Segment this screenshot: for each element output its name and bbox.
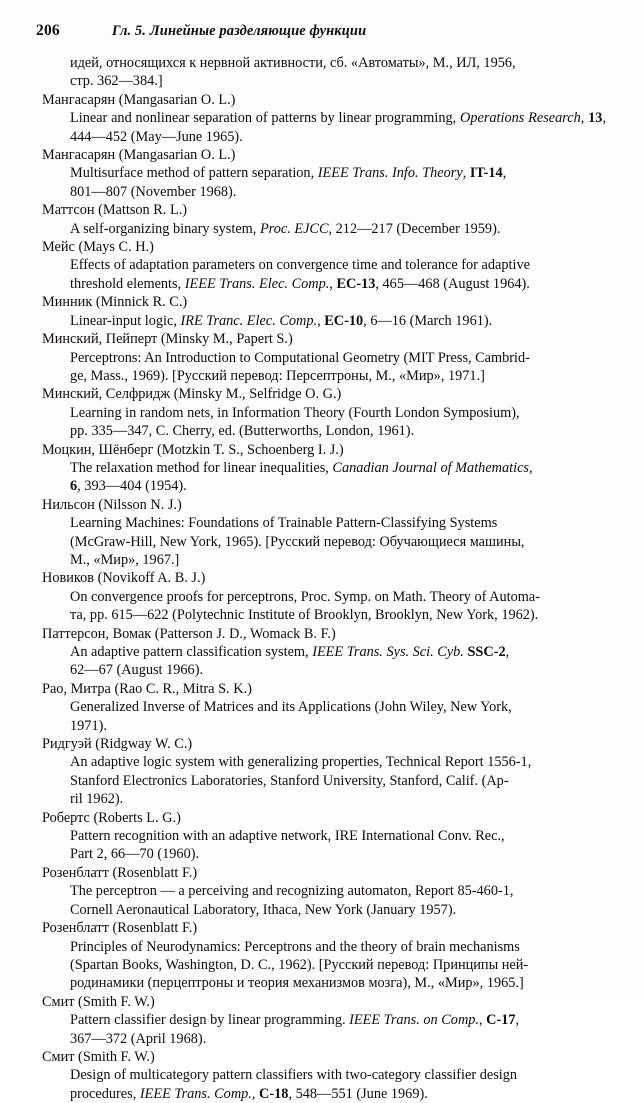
entry-text-segment: IEEE Trans. Elec. Comp. <box>184 275 330 292</box>
entry-text-segment: , <box>329 275 337 292</box>
entry-author: Минский, Селфридж (Minsky M., Selfridge O. G.) <box>42 386 342 403</box>
entry-text-segment: ge, Mass., 1969). [Русский перевод: Персептроны, М., «Мир», 1971.] <box>70 367 485 384</box>
entry-text-segment: 6 <box>70 478 78 495</box>
bibliography-entry <box>42 385 606 440</box>
entry-author: Маттсон (Mattson R. L.) <box>42 202 188 219</box>
bibliography-entry <box>42 293 606 330</box>
entry-author: Мангасарян (Mangasarian O. L.) <box>42 91 236 108</box>
running-title: Гл. 5. Линейные разделяющие функции <box>111 23 367 39</box>
entries-host <box>42 91 606 1103</box>
entry-text-segment: 801—807 (November 1968). <box>70 183 237 200</box>
entry-reference <box>42 938 606 993</box>
bibliography-entry <box>42 238 606 293</box>
entry-text-segment: Multisurface method of pattern separation, <box>70 165 318 182</box>
entry-text-segment: IEEE Trans. on Comp. <box>349 1012 479 1029</box>
entry-text-segment: , <box>502 165 507 182</box>
entry-text-segment: 367—372 (April 1968). <box>70 1030 207 1047</box>
entry-text-segment: , 465—468 (August 1964). <box>375 275 530 292</box>
entry-text-segment: Principles of Neurodynamics: Perceptrons and the theory of brain mechanisms <box>70 938 520 955</box>
entry-text-segment: IEEE Trans. Comp. <box>139 1085 252 1102</box>
continued-entry-line-2: стр. 362—384.] <box>70 73 163 90</box>
entry-text-segment: (Spartan Books, Washington, D. C., 1962). [Русский перевод: Принципы ней- <box>70 956 529 973</box>
entry-text-segment: родинамики (перцептроны и теория механизмов мозга), М., «Мир», 1965.] <box>70 975 524 992</box>
entry-author: Рао, Митра (Rao C. R., Mitra S. K.) <box>42 680 252 697</box>
entry-author: Робертс (Roberts L. G.) <box>42 809 181 826</box>
entry-text-segment: IT-14 <box>469 165 503 182</box>
page-number: 206 <box>36 22 60 39</box>
entry-text-segment: A self-organizing binary system, <box>70 220 260 237</box>
entry-text-segment: Perceptrons: An Introduction to Computational Geometry (MIT Press, Cambrid- <box>70 349 530 366</box>
entry-text-segment: 13 <box>588 110 603 127</box>
entry-reference <box>42 1066 606 1103</box>
bibliography-entry <box>42 441 606 496</box>
entry-author: Мангасарян (Mangasarian O. L.) <box>42 147 236 164</box>
entry-text-segment: 1971). <box>70 717 107 734</box>
entry-text-segment: Operations <box>460 110 525 127</box>
entry-author: Смит (Smith F. W.) <box>42 993 155 1010</box>
entry-reference <box>42 312 606 330</box>
entry-text-segment: Effects of adaptation parameters on convergence time and tolerance for adaptive <box>70 257 530 274</box>
entry-author: Минник (Minnick R. C.) <box>42 294 188 311</box>
entry-text-segment: , 212—217 (December 1959). <box>328 220 501 237</box>
entry-text-segment: On convergence proofs for perceptrons, Proc. Symp. on Math. Theory of Automa- <box>70 588 540 605</box>
entry-text-segment: EC-13 <box>336 275 376 292</box>
entry-author: Паттерсон, Вомак (Patterson J. D., Womack B. F.) <box>42 625 336 642</box>
entry-text-segment: Proc. EJCC <box>259 220 329 237</box>
bibliography-entry <box>42 993 606 1048</box>
bibliography-entry <box>42 146 606 201</box>
entry-text-segment: An adaptive logic system with generalizing properties, Technical Report 1556-1, <box>70 754 532 771</box>
entry-reference <box>42 643 606 680</box>
entry-reference <box>42 698 606 735</box>
bibliography-entry <box>42 496 606 570</box>
entry-text-segment: (McGraw-Hill, New York, 1965). [Русский перевод: Обучающиеся машины, <box>70 533 525 550</box>
entry-author: Нильсон (Nilsson N. J.) <box>42 496 182 513</box>
entry-author: Ридгуэй (Ridgway W. C.) <box>42 736 193 753</box>
entry-reference <box>42 109 606 146</box>
entry-author: Мейс (Mays C. H.) <box>42 239 154 256</box>
entry-author: Новиков (Novikoff A. B. J.) <box>42 570 206 587</box>
entry-text-segment: , <box>317 312 325 329</box>
entry-text-segment: Linear and nonlinear separation of patterns by linear programming, <box>70 110 460 127</box>
entry-text-segment: pp. 335—347, C. Cherry, ed. (Butterworths, London, 1961). <box>70 423 415 440</box>
bibliography-entry <box>42 330 606 385</box>
entry-text-segment: C-17 <box>486 1012 516 1029</box>
entry-text-segment: Canadian Journal of Mathematics <box>332 459 529 476</box>
entry-text-segment: Pattern recognition with an adaptive network, IRE International Conv. Rec., <box>70 828 505 845</box>
entry-text-segment: ril 1962). <box>70 791 124 808</box>
entry-text-segment: , <box>479 1012 487 1029</box>
bibliography-entry <box>42 919 606 993</box>
entry-text-segment: threshold elements, <box>70 275 185 292</box>
bibliography-entry <box>42 864 606 919</box>
entry-author: Розенблатт (Rosenblatt F.) <box>42 864 198 881</box>
bibliography-entry <box>42 735 606 809</box>
entry-reference <box>42 404 606 441</box>
entry-text-segment: , <box>580 110 589 127</box>
entry-reference <box>42 827 606 864</box>
entry-text-segment: , 444—452 (May—June 1965). <box>70 110 607 145</box>
entry-text-segment: IEEE Trans. Sys. Sci. Cyb. <box>312 644 464 660</box>
entry-text-segment: IRE Tranc. Elec. Comp. <box>180 312 318 329</box>
entry-text-segment: Learning in random nets, in Information Theory (Fourth London Symposium), <box>70 404 520 421</box>
entry-author: Розенблатт (Rosenblatt F.) <box>42 920 198 937</box>
entry-text-segment: The perceptron — a perceiving and recognizing automaton, Report 85-460-1, <box>70 883 514 900</box>
entry-text-segment: Stanford Electronics Laboratories, Stanford University, Stanford, Calif. (Ap- <box>70 772 509 789</box>
entry-text-segment: Design of multicategory pattern classifiers with two-category classifier design <box>70 1067 518 1084</box>
entry-text-segment: , <box>505 644 510 660</box>
entry-text-segment: та, pp. 615—622 (Polytechnic Institute of Brooklyn, Brooklyn, New York, 1962). <box>70 607 539 624</box>
bibliography-entry <box>42 91 606 146</box>
entry-text-segment: Generalized Inverse of Matrices and its Applications (John Wiley, New York, <box>70 699 512 716</box>
bibliography-entry <box>42 201 606 238</box>
entry-text-segment: , <box>462 165 470 182</box>
entry-text-segment: Pattern classifier design by linear programming. <box>70 1012 350 1029</box>
entry-text-segment: IEEE Trans. Info. Theory <box>317 165 463 182</box>
bibliography-list <box>34 54 610 1103</box>
entry-reference <box>42 753 606 808</box>
entry-reference <box>42 588 606 625</box>
continued-entry-line-1: идей, относящихся к нервной активности, сб. «Автоматы», М., ИЛ, 1956, <box>70 55 516 71</box>
entry-reference <box>42 514 606 569</box>
entry-text-segment: SSC-2 <box>467 644 506 660</box>
entry-text-segment: М., «Мир», 1967.] <box>70 551 180 568</box>
entry-reference <box>42 349 606 386</box>
entry-author: Минский, Пейперт (Minsky M., Papert S.) <box>42 331 293 348</box>
entry-text-segment: The relaxation method for linear inequalities, <box>70 459 333 476</box>
continued-entry <box>42 54 606 91</box>
entry-text-segment: , 6—16 (March 1961). <box>363 312 493 329</box>
bibliography-entry <box>42 809 606 864</box>
entry-reference <box>42 220 606 238</box>
entry-reference <box>42 256 606 293</box>
entry-text-segment: procedures, <box>70 1085 140 1102</box>
entry-text-segment: Linear-input logic, <box>70 312 181 329</box>
page-header <box>34 22 610 40</box>
entry-reference <box>42 1011 606 1048</box>
entry-text-segment: EC-10 <box>324 312 364 329</box>
bibliography-entry <box>42 569 606 624</box>
entry-text-segment: C-18 <box>259 1085 289 1102</box>
entry-reference <box>42 882 606 919</box>
bibliography-entry <box>42 625 606 680</box>
entry-text-segment: Part 2, 66—70 (1960). <box>70 846 200 863</box>
entry-author: Моцкин, Шёнберг (Motzkin T. S., Schoenberg I. J.) <box>42 441 344 458</box>
entry-text-segment: An adaptive pattern classification system, <box>70 644 313 660</box>
bibliography-entry <box>42 1048 606 1103</box>
entry-text-segment: Learning Machines: Foundations of Trainable Pattern-Classifying Systems <box>70 515 498 532</box>
entry-text-segment: 62—67 (August 1966). <box>70 662 204 679</box>
entry-text-segment: Research <box>528 110 581 127</box>
entry-author: Смит (Smith F. W.) <box>42 1048 155 1065</box>
entry-reference <box>42 164 606 201</box>
entry-text-segment: , 548—551 (June 1969). <box>288 1085 428 1102</box>
entry-text-segment: , <box>515 1012 520 1029</box>
entry-text-segment: , <box>529 459 533 476</box>
bibliography-entry <box>42 680 606 735</box>
entry-text-segment: , <box>251 1085 260 1102</box>
entry-text-segment: , 393—404 (1954). <box>77 478 187 495</box>
entry-text-segment: Cornell Aeronautical Laboratory, Ithaca, New York (January 1957). <box>70 901 457 918</box>
entry-reference <box>42 459 606 496</box>
